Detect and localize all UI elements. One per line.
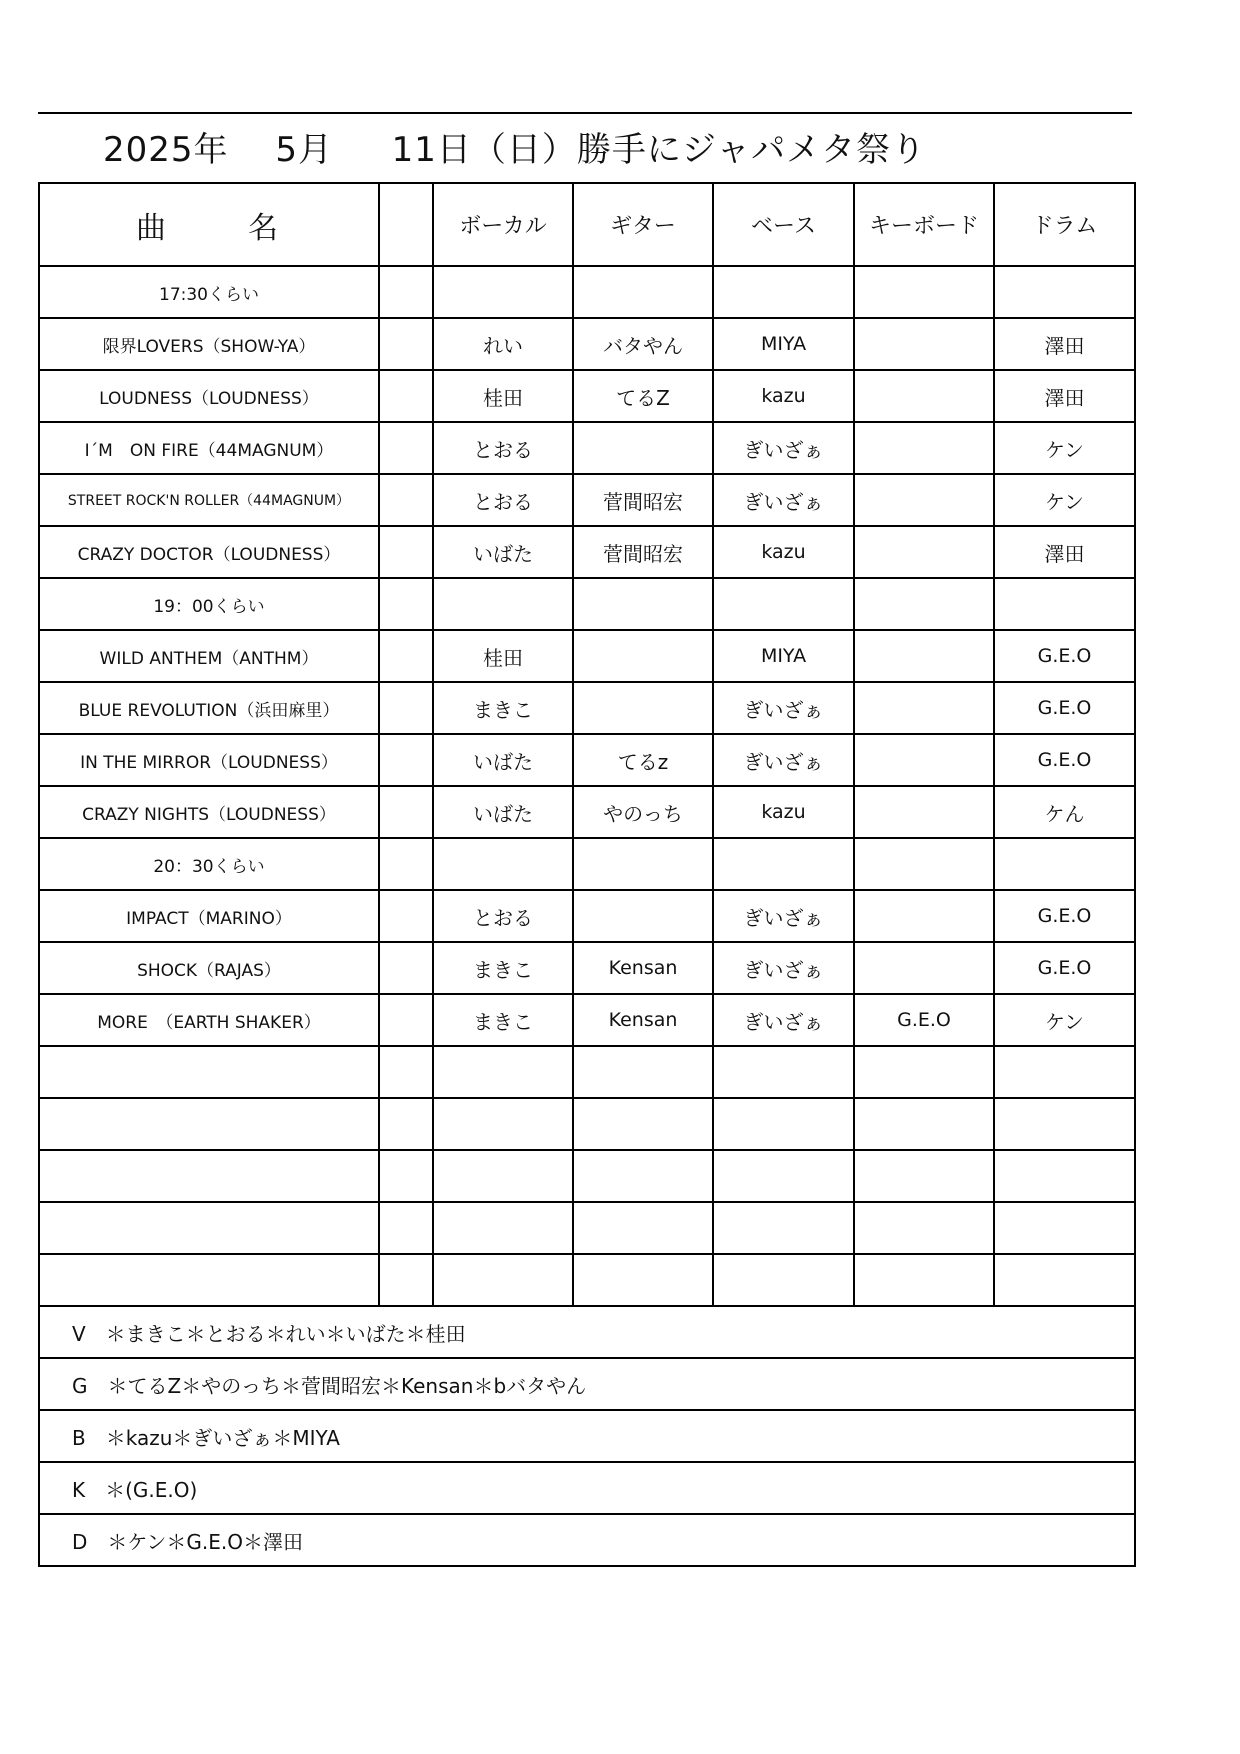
blank-cell	[379, 1098, 433, 1150]
guitar-cell	[573, 890, 713, 942]
table-row	[39, 578, 1135, 630]
bass-cell	[713, 578, 854, 630]
drums-cell	[994, 1098, 1135, 1150]
song-cell: 17:30くらい	[39, 266, 379, 318]
header-drums: ドラム	[994, 183, 1135, 266]
song-cell: BLUE REVOLUTION（浜田麻里）	[39, 682, 379, 734]
guitar-cell: Kensan	[573, 994, 713, 1046]
keyboard-cell	[854, 1202, 994, 1254]
table-row	[39, 994, 1135, 1046]
song-cell: 限界LOVERS（SHOW-YA）	[39, 318, 379, 370]
blank-cell	[379, 1254, 433, 1306]
vocal-cell: とおる	[433, 474, 573, 526]
roster-row	[39, 1514, 1135, 1566]
keyboard-cell	[854, 1046, 994, 1098]
table-row	[39, 1098, 1135, 1150]
vocal-cell: とおる	[433, 890, 573, 942]
header-song: 曲 名	[39, 183, 379, 266]
roster-line: V ＊まきこ＊とおる＊れい＊いばた＊桂田	[39, 1306, 1135, 1358]
roster-row	[39, 1306, 1135, 1358]
bass-cell: ぎいざぁ	[713, 422, 854, 474]
guitar-cell: 菅間昭宏	[573, 474, 713, 526]
keyboard-cell	[854, 578, 994, 630]
blank-cell	[379, 578, 433, 630]
vocal-cell: れい	[433, 318, 573, 370]
blank-cell	[379, 1046, 433, 1098]
song-cell: 20：30くらい	[39, 838, 379, 890]
blank-cell	[379, 1150, 433, 1202]
guitar-cell	[573, 630, 713, 682]
drums-cell: G.E.O	[994, 942, 1135, 994]
guitar-cell	[573, 578, 713, 630]
table-row	[39, 942, 1135, 994]
guitar-cell: 菅間昭宏	[573, 526, 713, 578]
blank-cell	[379, 682, 433, 734]
blank-cell	[379, 734, 433, 786]
keyboard-cell	[854, 266, 994, 318]
keyboard-cell	[854, 526, 994, 578]
song-cell	[39, 1150, 379, 1202]
keyboard-cell	[854, 838, 994, 890]
keyboard-cell	[854, 1150, 994, 1202]
vocal-cell: いばた	[433, 786, 573, 838]
song-cell: I´M ON FIRE（44MAGNUM）	[39, 422, 379, 474]
header-blank	[379, 183, 433, 266]
keyboard-cell	[854, 786, 994, 838]
keyboard-cell	[854, 630, 994, 682]
bass-cell: ぎいざぁ	[713, 734, 854, 786]
table-row	[39, 474, 1135, 526]
blank-cell	[379, 318, 433, 370]
keyboard-cell	[854, 370, 994, 422]
song-cell: IN THE MIRROR（LOUDNESS）	[39, 734, 379, 786]
song-cell	[39, 1254, 379, 1306]
header-keyboard: キーボード	[854, 183, 994, 266]
table-row	[39, 1150, 1135, 1202]
guitar-cell	[573, 1046, 713, 1098]
drums-cell	[994, 1046, 1135, 1098]
guitar-cell: てるZ	[573, 370, 713, 422]
vocal-cell	[433, 1254, 573, 1306]
drums-cell: G.E.O	[994, 890, 1135, 942]
drums-cell: 澤田	[994, 526, 1135, 578]
table-row	[39, 682, 1135, 734]
header-vocal: ボーカル	[433, 183, 573, 266]
vocal-cell	[433, 578, 573, 630]
blank-cell	[379, 942, 433, 994]
vocal-cell	[433, 1202, 573, 1254]
blank-cell	[379, 422, 433, 474]
vocal-cell: いばた	[433, 734, 573, 786]
guitar-cell	[573, 1098, 713, 1150]
guitar-cell: バタやん	[573, 318, 713, 370]
bass-cell	[713, 1098, 854, 1150]
blank-cell	[379, 838, 433, 890]
guitar-cell	[573, 682, 713, 734]
bass-cell: kazu	[713, 786, 854, 838]
guitar-cell	[573, 422, 713, 474]
guitar-cell: やのっち	[573, 786, 713, 838]
guitar-cell: てるz	[573, 734, 713, 786]
vocal-cell: まきこ	[433, 942, 573, 994]
drums-cell: G.E.O	[994, 734, 1135, 786]
table-row	[39, 422, 1135, 474]
table-row	[39, 1202, 1135, 1254]
roster-line: D ＊ケン＊G.E.O＊澤田	[39, 1514, 1135, 1566]
table-row	[39, 1046, 1135, 1098]
vocal-cell	[433, 1046, 573, 1098]
keyboard-cell	[854, 318, 994, 370]
table-row	[39, 630, 1135, 682]
song-cell: MORE （EARTH SHAKER）	[39, 994, 379, 1046]
song-cell: LOUDNESS（LOUDNESS）	[39, 370, 379, 422]
guitar-cell	[573, 1254, 713, 1306]
roster-line: B ＊kazu＊ぎいざぁ＊MIYA	[39, 1410, 1135, 1462]
guitar-cell	[573, 266, 713, 318]
drums-cell: ケン	[994, 422, 1135, 474]
vocal-cell	[433, 1150, 573, 1202]
roster-line: K ＊(G.E.O)	[39, 1462, 1135, 1514]
keyboard-cell	[854, 890, 994, 942]
drums-cell	[994, 266, 1135, 318]
blank-cell	[379, 890, 433, 942]
guitar-cell	[573, 1150, 713, 1202]
bass-cell: MIYA	[713, 630, 854, 682]
bass-cell	[713, 1254, 854, 1306]
keyboard-cell	[854, 942, 994, 994]
vocal-cell	[433, 838, 573, 890]
table-row	[39, 734, 1135, 786]
drums-cell: ケン	[994, 474, 1135, 526]
keyboard-cell	[854, 474, 994, 526]
keyboard-cell	[854, 422, 994, 474]
blank-cell	[379, 474, 433, 526]
blank-cell	[379, 266, 433, 318]
top-rule	[38, 112, 1132, 114]
drums-cell	[994, 1150, 1135, 1202]
bass-cell: ぎいざぁ	[713, 474, 854, 526]
drums-cell	[994, 1202, 1135, 1254]
drums-cell: 澤田	[994, 370, 1135, 422]
roster-row	[39, 1410, 1135, 1462]
vocal-cell: まきこ	[433, 994, 573, 1046]
bass-cell: ぎいざぁ	[713, 942, 854, 994]
guitar-cell	[573, 838, 713, 890]
drums-cell	[994, 578, 1135, 630]
bass-cell	[713, 266, 854, 318]
roster-row	[39, 1462, 1135, 1514]
song-cell: CRAZY NIGHTS（LOUDNESS）	[39, 786, 379, 838]
song-cell: IMPACT（MARINO）	[39, 890, 379, 942]
vocal-cell: とおる	[433, 422, 573, 474]
bass-cell: ぎいざぁ	[713, 682, 854, 734]
table-row	[39, 1254, 1135, 1306]
table-row	[39, 266, 1135, 318]
table-row	[39, 370, 1135, 422]
song-cell: SHOCK（RAJAS）	[39, 942, 379, 994]
table-row	[39, 890, 1135, 942]
page-title: 2025年 5月 11日（日）勝手にジャパメタ祭り	[103, 130, 927, 170]
roster-line: G ＊てるZ＊やのっち＊菅間昭宏＊Kensan＊bバタやん	[39, 1358, 1135, 1410]
header-row	[39, 183, 1135, 266]
song-cell: 19：00くらい	[39, 578, 379, 630]
bass-cell	[713, 838, 854, 890]
blank-cell	[379, 994, 433, 1046]
vocal-cell: 桂田	[433, 630, 573, 682]
bass-cell: kazu	[713, 370, 854, 422]
table-row	[39, 318, 1135, 370]
vocal-cell	[433, 266, 573, 318]
table-row	[39, 526, 1135, 578]
drums-cell: G.E.O	[994, 682, 1135, 734]
song-cell: STREET ROCK'N ROLLER（44MAGNUM）	[39, 474, 379, 526]
blank-cell	[379, 786, 433, 838]
header-guitar: ギター	[573, 183, 713, 266]
table-row	[39, 838, 1135, 890]
drums-cell: ケン	[994, 994, 1135, 1046]
drums-cell: 澤田	[994, 318, 1135, 370]
bass-cell	[713, 1150, 854, 1202]
keyboard-cell	[854, 682, 994, 734]
song-cell	[39, 1202, 379, 1254]
keyboard-cell: G.E.O	[854, 994, 994, 1046]
bass-cell: ぎいざぁ	[713, 890, 854, 942]
roster-row	[39, 1358, 1135, 1410]
vocal-cell	[433, 1098, 573, 1150]
song-cell	[39, 1046, 379, 1098]
drums-cell: G.E.O	[994, 630, 1135, 682]
keyboard-cell	[854, 734, 994, 786]
song-cell: CRAZY DOCTOR（LOUDNESS）	[39, 526, 379, 578]
drums-cell	[994, 1254, 1135, 1306]
vocal-cell: いばた	[433, 526, 573, 578]
setlist-table	[38, 182, 1136, 1567]
keyboard-cell	[854, 1098, 994, 1150]
bass-cell	[713, 1202, 854, 1254]
header-bass: ベース	[713, 183, 854, 266]
table-row	[39, 786, 1135, 838]
bass-cell: kazu	[713, 526, 854, 578]
drums-cell	[994, 838, 1135, 890]
song-cell	[39, 1098, 379, 1150]
drums-cell: ケん	[994, 786, 1135, 838]
bass-cell: ぎいざぁ	[713, 994, 854, 1046]
bass-cell	[713, 1046, 854, 1098]
song-cell: WILD ANTHEM（ANTHM）	[39, 630, 379, 682]
guitar-cell: Kensan	[573, 942, 713, 994]
vocal-cell: 桂田	[433, 370, 573, 422]
bass-cell: MIYA	[713, 318, 854, 370]
keyboard-cell	[854, 1254, 994, 1306]
blank-cell	[379, 1202, 433, 1254]
blank-cell	[379, 526, 433, 578]
guitar-cell	[573, 1202, 713, 1254]
blank-cell	[379, 370, 433, 422]
vocal-cell: まきこ	[433, 682, 573, 734]
blank-cell	[379, 630, 433, 682]
